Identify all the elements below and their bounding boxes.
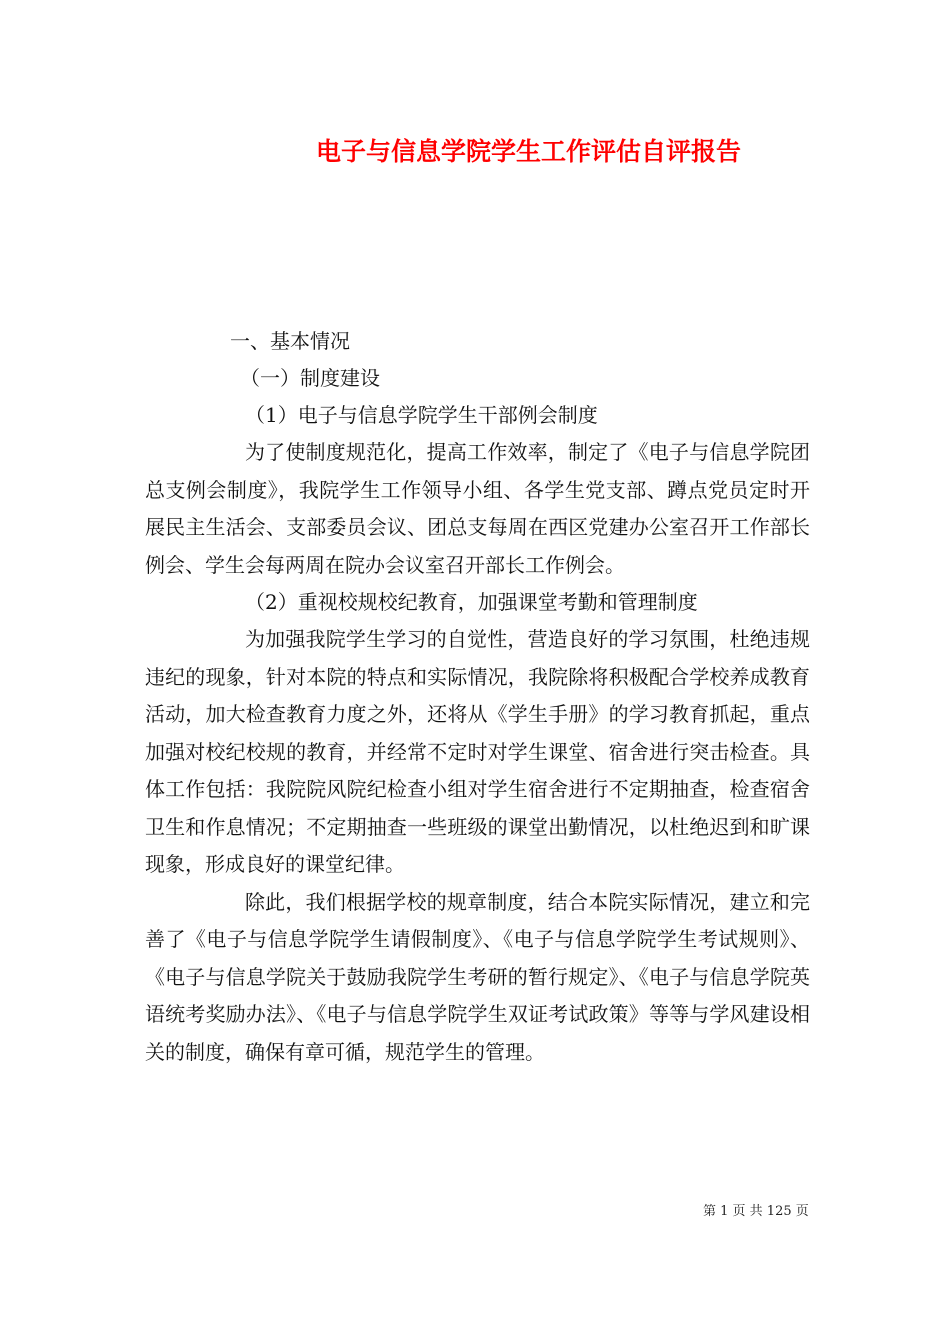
item-heading-1: （1）电子与信息学院学生干部例会制度 xyxy=(245,403,598,427)
paragraph-1: 为了使制度规范化，提高工作效率，制定了《电子与信息学院团总支例会制度》，我院学生工作领导小组、各学生党支部、蹲点党员定时开展民主生活会、支部委员会议、团总支每周在西区党建办公室召开工作部长例会、学生会每两周在院办会议室召开部长工作例会。 xyxy=(145,440,810,577)
document-body xyxy=(145,323,810,1071)
paragraph-3: 除此，我们根据学校的规章制度，结合本院实际情况，建立和完善了《电子与信息学院学生请假制度》、《电子与信息学院学生考试规则》、《电子与信息学院关于鼓励我院学生考研的暂行规定》、《电子与信息学院英语统考奖励办法》、《电子与信息学院学生双证考试政策》等等与学风建设相关的制度，确保有章可循，规范学生的管理。 xyxy=(145,889,810,1064)
section-heading: 一、基本情况 xyxy=(230,329,350,353)
title-container xyxy=(0,132,950,172)
document-title: 电子与信息学院学生工作评估自评报告 xyxy=(316,137,742,166)
page-number: 第 1 页 共 125 页 xyxy=(703,1204,809,1219)
paragraph-2: 为加强我院学生学习的自觉性，营造良好的学习氛围，杜绝违规违纪的现象，针对本院的特点和实际情况，我院除将积极配合学校养成教育活动，加大检查教育力度之外，还将从《学生手册》的学习教育抓起，重点加强对校纪校规的教育，并经常不定时对学生课堂、宿舍进行突击检查。具体工作包括：我院院风院纪检查小组对学生宿舍进行不定期抽查，检查宿舍卫生和作息情况；不定期抽查一些班级的课堂出勤情况，以杜绝迟到和旷课现象，形成良好的课堂纪律。 xyxy=(145,627,810,876)
subsection-heading: （一）制度建设 xyxy=(240,366,380,390)
item-heading-2: （2）重视校规校纪教育，加强课堂考勤和管理制度 xyxy=(245,590,698,614)
